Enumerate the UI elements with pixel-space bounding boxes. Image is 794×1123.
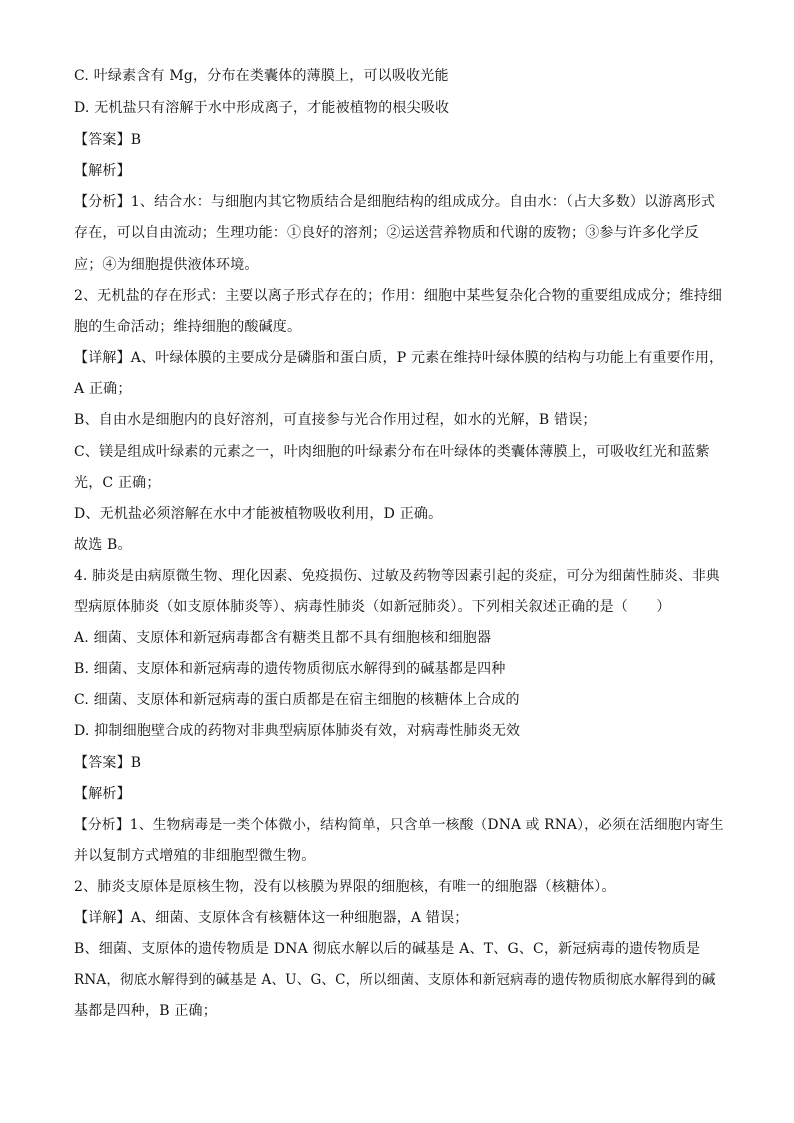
detail-paragraph: 基都是四种，B 正确； bbox=[74, 1003, 217, 1019]
analysis-paragraph: 存在，可以自由流动；生理功能：①良好的溶剂；②运送营养物质和代谢的废物；③参与许多化学反 bbox=[74, 225, 699, 241]
detail-paragraph: 【详解】A、叶绿体膜的主要成分是磷脂和蛋白质，P 元素在维持叶绿体膜的结构与功能上有重要作用， bbox=[74, 350, 724, 366]
detail-paragraph: RNA，彻底水解得到的碱基是 A、U、G、C，所以细菌、支原体和新冠病毒的遗传物质彻底水解得到的碱 bbox=[74, 972, 716, 988]
analysis-paragraph: 并以复制方式增殖的非细胞型微生物。 bbox=[74, 848, 316, 864]
answer-label: 【答案】B bbox=[74, 132, 142, 148]
explanation-label: 【解析】 bbox=[74, 786, 131, 802]
detail-paragraph: D、无机盐必须溶解在水中才能被植物吸收利用，D 正确。 bbox=[74, 506, 443, 522]
analysis-paragraph: 2、肺炎支原体是原核生物，没有以核膜为界限的细胞核，有唯一的细胞器（核糖体）。 bbox=[74, 879, 616, 895]
option-d-line: D. 无机盐只有溶解于水中形成离子，才能被植物的根尖吸收 bbox=[74, 100, 450, 116]
detail-paragraph: 光，C 正确； bbox=[74, 475, 161, 491]
detail-paragraph: 【详解】A、细菌、支原体含有核糖体这一种细胞器，A 错误； bbox=[74, 910, 469, 926]
detail-paragraph: B、细菌、支原体的遗传物质是 DNA 彻底水解以后的碱基是 A、T、G、C，新冠病毒的遗传物质是 bbox=[74, 941, 701, 957]
detail-paragraph: A 正确； bbox=[74, 381, 132, 397]
analysis-paragraph: 应；④为细胞提供液体环境。 bbox=[74, 257, 259, 273]
explanation-label: 【解析】 bbox=[74, 163, 131, 179]
question-4-option-d: D. 抑制细胞壁合成的药物对非典型病原体肺炎有效，对病毒性肺炎无效 bbox=[74, 723, 521, 739]
question-4-option-b: B. 细菌、支原体和新冠病毒的遗传物质彻底水解得到的碱基都是四种 bbox=[74, 661, 506, 677]
conclusion-line: 故选 B。 bbox=[74, 537, 132, 553]
option-c-line: C. 叶绿素含有 Mg，分布在类囊体的薄膜上，可以吸收光能 bbox=[74, 68, 449, 84]
detail-paragraph: C、镁是组成叶绿素的元素之一，叶肉细胞的叶绿素分布在叶绿体的类囊体薄膜上，可吸收红光和蓝紫 bbox=[74, 444, 710, 460]
analysis-paragraph: 胞的生命活动；维持细胞的酸碱度。 bbox=[74, 319, 302, 335]
analysis-paragraph: 【分析】1、结合水：与细胞内其它物质结合是细胞结构的组成成分。自由水：（占大多数）以游离形式 bbox=[74, 194, 716, 210]
question-4-stem: 型病原体肺炎（如支原体肺炎等）、病毒性肺炎（如新冠肺炎）。下列相关叙述正确的是（ ） bbox=[74, 599, 671, 615]
question-4-stem: 4. 肺炎是由病原微生物、理化因素、免疫损伤、过敏及药物等因素引起的炎症，可分为细菌性肺炎、非典 bbox=[74, 568, 720, 584]
question-4-option-c: C. 细菌、支原体和新冠病毒的蛋白质都是在宿主细胞的核糖体上合成的 bbox=[74, 692, 520, 708]
analysis-paragraph: 【分析】1、生物病毒是一类个体微小，结构简单，只含单一核酸（DNA 或 RNA），必须在活细胞内寄生 bbox=[74, 817, 724, 833]
answer-label: 【答案】B bbox=[74, 755, 142, 771]
analysis-paragraph: 2、无机盐的存在形式：主要以离子形式存在的；作用：细胞中某些复杂化合物的重要组成成分；维持细 bbox=[74, 288, 723, 304]
detail-paragraph: B、自由水是细胞内的良好溶剂，可直接参与光合作用过程，如水的光解，B 错误； bbox=[74, 412, 597, 428]
question-4-option-a: A. 细菌、支原体和新冠病毒都含有糖类且都不具有细胞核和细胞器 bbox=[74, 630, 492, 646]
